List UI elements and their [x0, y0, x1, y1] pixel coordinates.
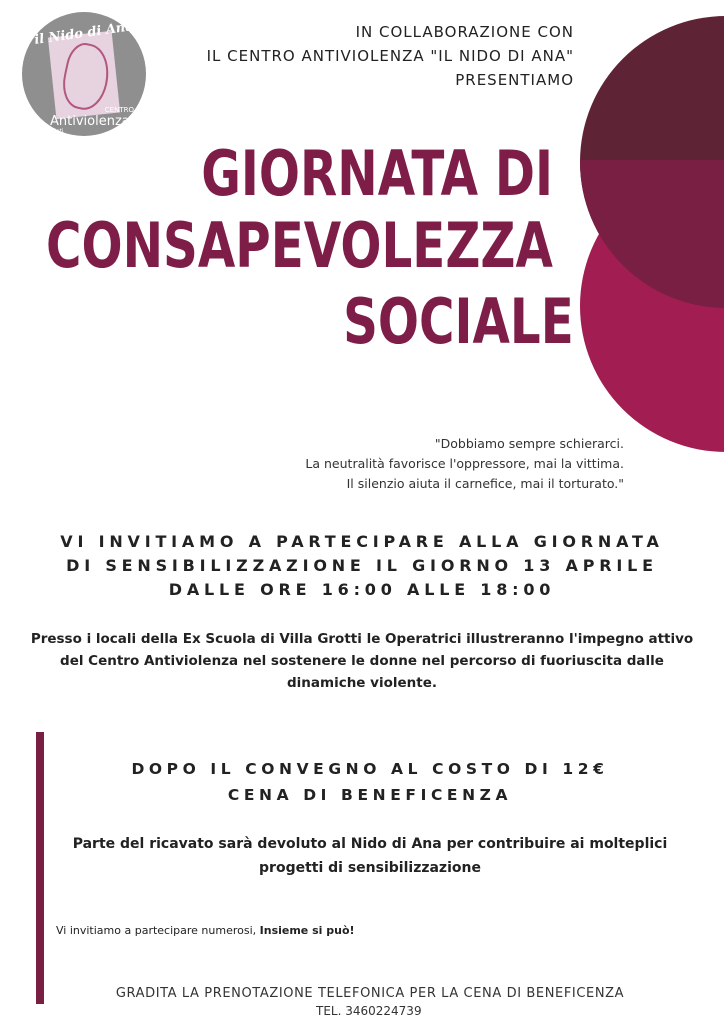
title-line-3: SOCIALE [343, 285, 574, 358]
logo-antiviolenza-text: Antiviolenza [50, 114, 130, 129]
closing-text: Vi invitiamo a partecipare numerosi, [56, 924, 260, 937]
event-description [20, 628, 704, 694]
presso-line-3: dinamiche violente. [286, 675, 437, 691]
dinner-heading [50, 756, 690, 808]
quote [305, 434, 624, 494]
dopo-line-1: DOPO IL CONVEGNO AL COSTO DI 12€ [131, 760, 609, 778]
logo-centro-text: CENTRO [104, 106, 134, 114]
quote-line-3: Il silenzio aiuta il carnefice, mai il torturato." [346, 476, 624, 491]
collab-line-3: PRESENTIAMO [455, 71, 574, 89]
logo-tiny-text: Rieti [50, 128, 64, 135]
quote-line-1: "Dobbiamo sempre schierarci. [434, 436, 624, 451]
collab-line-2: IL CENTRO ANTIVIOLENZA "IL NIDO DI ANA" [206, 47, 574, 65]
accent-bar [36, 732, 44, 1004]
parte-line-1: Parte del ricavato sarà devoluto al Nido di Ana per contribuire ai molteplici [72, 836, 668, 852]
invite-line-2: DI SENSIBILIZZAZIONE IL GIORNO 13 APRILE [66, 556, 658, 575]
logo-script-text: il Nido di Ana [33, 19, 135, 48]
title-line-1: GIORNATA DI [201, 137, 553, 210]
invite-line-3: DALLE ORE 16:00 ALLE 18:00 [168, 580, 556, 599]
closing-bold-text: Insieme si può! [259, 924, 355, 937]
invitation-heading [0, 530, 724, 602]
reservation-note: GRADITA LA PRENOTAZIONE TELEFONICA PER LA CENA DI BENEFICENZA [115, 986, 625, 1001]
decorative-circle-overlap [580, 160, 724, 308]
phone-number: TEL. 3460224739 [316, 1004, 422, 1018]
presso-line-1: Presso i locali della Ex Scuola di Villa Grotti le Operatrici illustreranno l'impegno attivo [30, 631, 694, 647]
invite-line-1: VI INVITIAMO A PARTECIPARE ALLA GIORNATA [60, 532, 664, 551]
parte-line-2: progetti di sensibilizzazione [259, 860, 481, 876]
quote-line-2: La neutralità favorisce l'oppressore, mai la vittima. [305, 456, 624, 471]
title-line-2: CONSAPEVOLEZZA [46, 209, 553, 282]
dinner-description [50, 832, 690, 880]
collab-line-1: IN COLLABORAZIONE CON [355, 23, 574, 41]
presso-line-2: del Centro Antiviolenza nel sostenere le donne nel percorso di fuoriuscita dalle [60, 653, 664, 669]
closing-invitation [56, 924, 355, 937]
collaboration-header [207, 20, 574, 92]
nido-di-ana-logo [22, 12, 146, 136]
dopo-line-2: CENA DI BENEFICENZA [227, 786, 513, 804]
